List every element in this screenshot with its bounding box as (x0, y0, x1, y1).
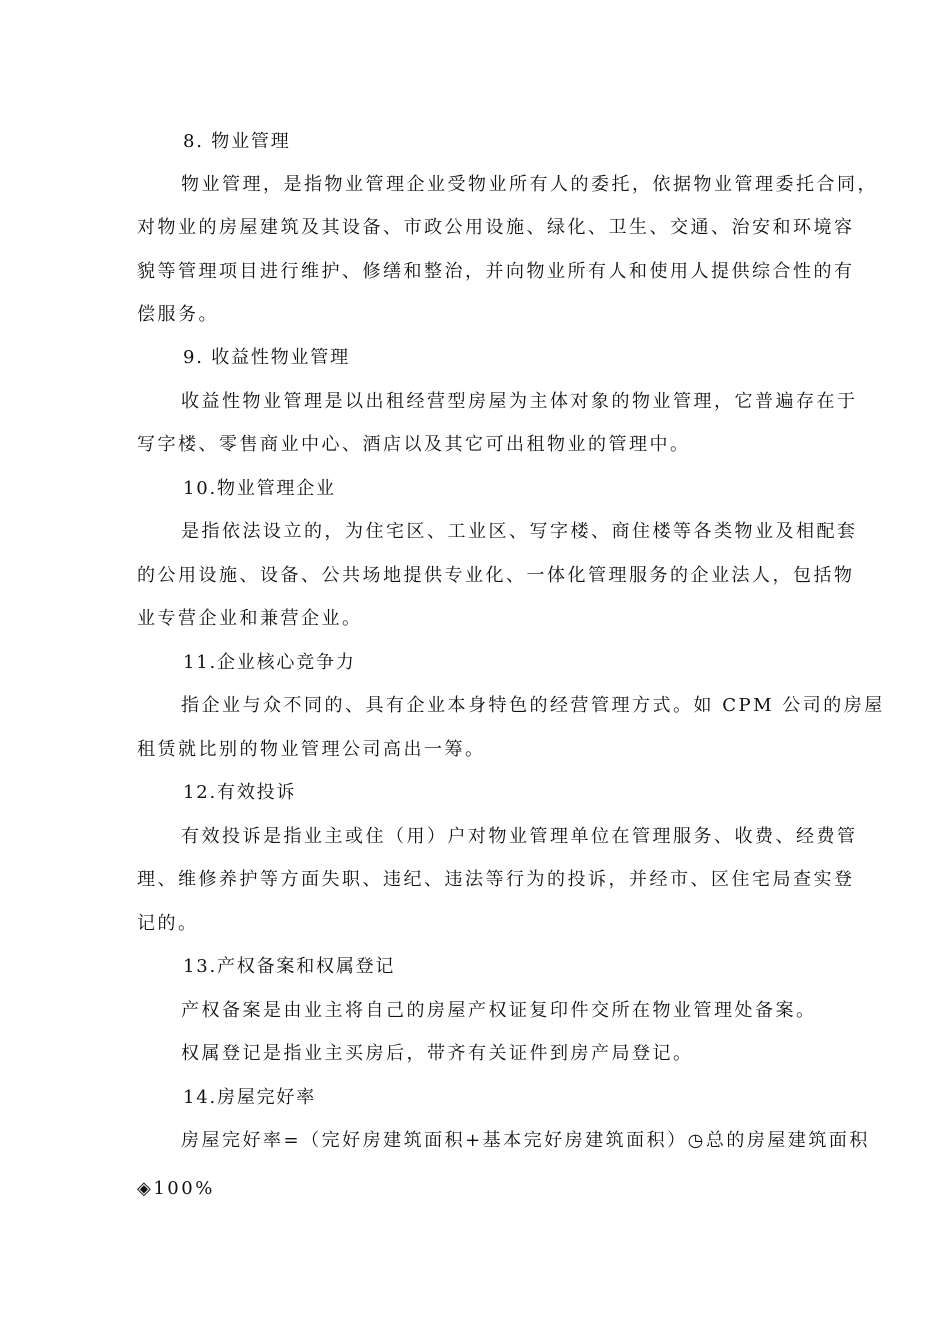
section-heading: 14.房屋完好率 (183, 1087, 317, 1108)
paragraph-line: 偿服务。 (137, 304, 219, 325)
section-heading: 13.产权备案和权属登记 (183, 956, 396, 977)
section-heading: 9. 收益性物业管理 (183, 347, 350, 368)
paragraph-line: 记的。 (137, 913, 199, 934)
paragraph-line: ◈100% (137, 1178, 215, 1199)
paragraph-line: 有效投诉是指业主或住（用）户对物业管理单位在管理服务、收费、经费管 (181, 826, 858, 847)
paragraph-line: 指企业与众不同的、具有企业本身特色的经营管理方式。如 CPM 公司的房屋 (181, 695, 885, 716)
section-heading: 10.物业管理企业 (183, 478, 336, 499)
section-heading: 11.企业核心竞争力 (183, 652, 356, 673)
paragraph-line: 房屋完好率=（完好房建筑面积+基本完好房建筑面积）◷总的房屋建筑面积 (181, 1130, 870, 1151)
paragraph-line: 对物业的房屋建筑及其设备、市政公用设施、绿化、卫生、交通、治安和环境容 (137, 217, 855, 238)
paragraph-line: 的公用设施、设备、公共场地提供专业化、一体化管理服务的企业法人，包括物 (137, 565, 855, 586)
section-heading: 12.有效投诉 (183, 782, 297, 803)
paragraph-line: 写字楼、零售商业中心、酒店以及其它可出租物业的管理中。 (137, 434, 691, 455)
paragraph-line: 貌等管理项目进行维护、修缮和整治，并向物业所有人和使用人提供综合性的有 (137, 261, 855, 282)
paragraph-line: 理、维修养护等方面失职、违纪、违法等行为的投诉，并经市、区住宅局查实登 (137, 869, 855, 890)
section-heading: 8. 物业管理 (183, 131, 291, 152)
paragraph-line: 收益性物业管理是以出租经营型房屋为主体对象的物业管理，它普遍存在于 (181, 391, 858, 412)
paragraph-line: 是指依法设立的，为住宅区、工业区、写字楼、商住楼等各类物业及相配套 (181, 521, 858, 542)
paragraph-line: 产权备案是由业主将自己的房屋产权证复印件交所在物业管理处备案。 (181, 1000, 817, 1021)
paragraph-line: 权属登记是指业主买房后，带齐有关证件到房产局登记。 (181, 1043, 694, 1064)
paragraph-line: 租赁就比别的物业管理公司高出一筹。 (137, 739, 486, 760)
paragraph-line: 业专营企业和兼营企业。 (137, 608, 363, 629)
paragraph-line: 物业管理，是指物业管理企业受物业所有人的委托，依据物业管理委托合同， (181, 174, 878, 195)
